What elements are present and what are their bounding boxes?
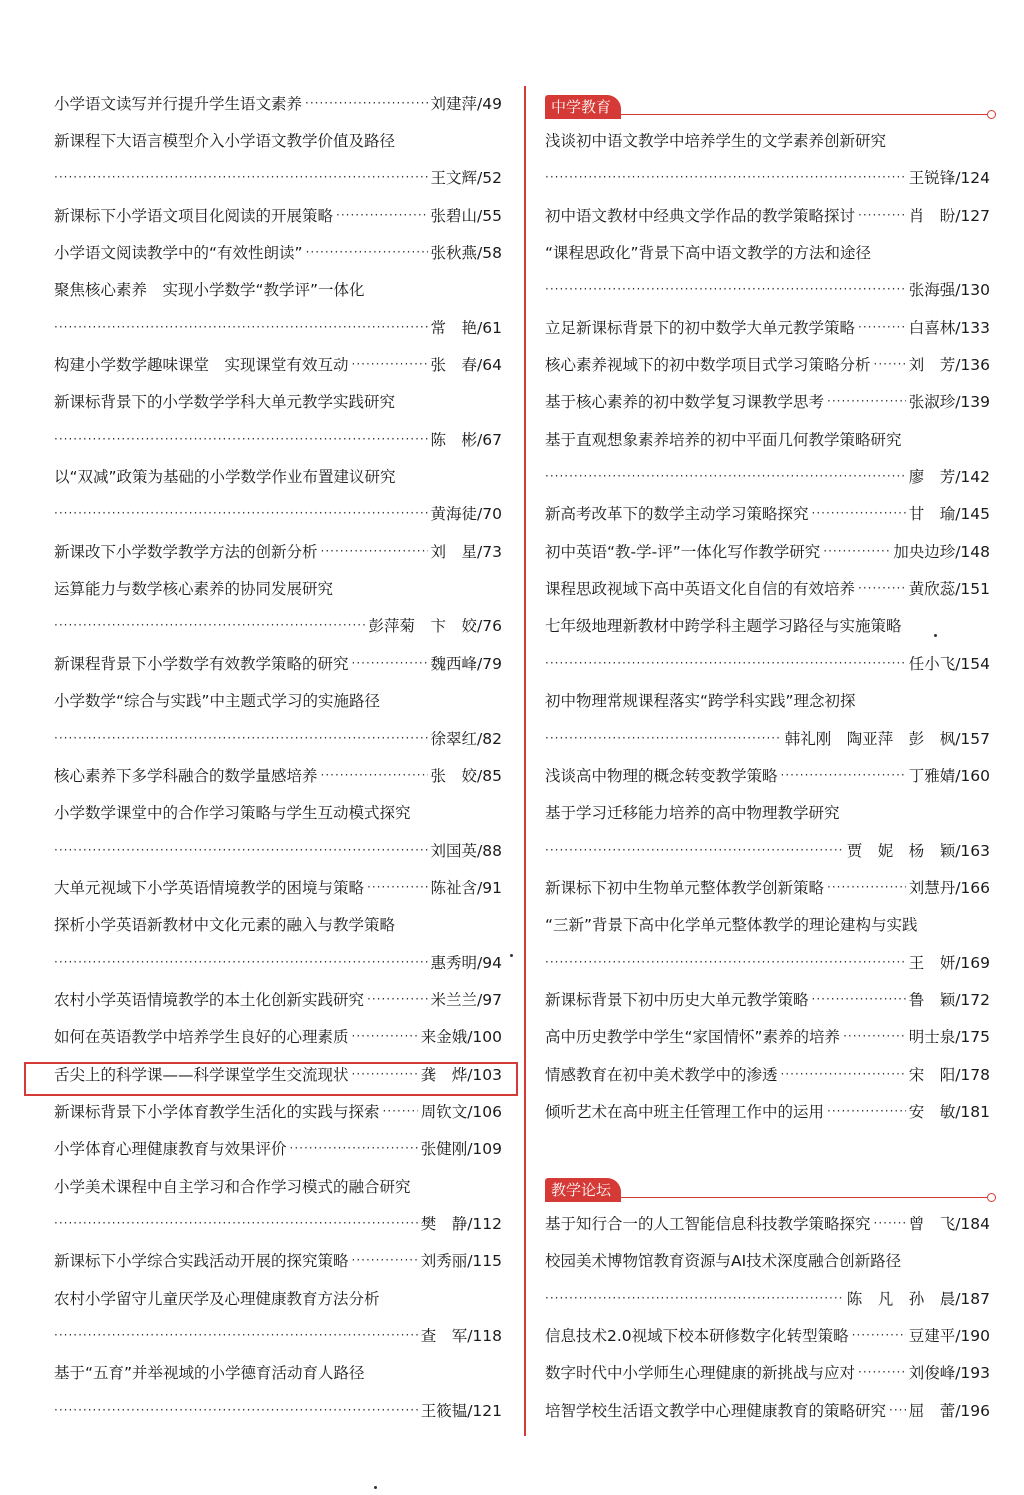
toc-entry[interactable]: [54, 271, 502, 308]
dot-leader: [545, 731, 782, 745]
toc-entry[interactable]: [545, 271, 990, 308]
entry-title: 农村小学留守儿童厌学及心理健康教育方法分析: [54, 1289, 380, 1308]
toc-entry[interactable]: [545, 794, 990, 831]
dot-leader: [545, 843, 844, 857]
entry-title: 数字时代中小学师生心理健康的新挑战与应对: [545, 1364, 856, 1383]
dot-leader: [54, 432, 428, 446]
toc-entry[interactable]: [545, 1391, 990, 1428]
dot-leader: [352, 1029, 418, 1043]
toc-entry[interactable]: [54, 1354, 502, 1391]
entry-author-page: 刘秀丽/115: [420, 1252, 502, 1271]
entry-author-page: 王文辉/52: [430, 169, 502, 188]
entry-title: 小学语文阅读教学中的“有效性朗读”: [54, 244, 303, 263]
entry-author-page: 任小飞/154: [908, 654, 990, 673]
section-header-forum: [545, 1167, 990, 1204]
entry-title: 小学语文读写并行提升学生语文素养: [54, 94, 303, 113]
dot-leader: [858, 1365, 906, 1379]
toc-entry[interactable]: [54, 1204, 502, 1241]
entry-title: 基于直观想象素养培养的初中平面几何教学策略研究: [545, 430, 902, 449]
toc-entry[interactable]: [545, 308, 990, 345]
entry-title: 舌尖上的科学课——科学课堂学生交流现状: [54, 1065, 349, 1084]
toc-entry[interactable]: [54, 569, 502, 606]
column-divider: [524, 86, 526, 1436]
entry-title: 新高考改革下的数学主动学习策略探究: [545, 505, 809, 524]
toc-entry[interactable]: [545, 1279, 990, 1316]
toc-entry[interactable]: [545, 532, 990, 569]
entry-author-page: 彭萍菊 卞 姣/76: [368, 617, 502, 636]
dot-leader: [812, 506, 906, 520]
toc-entry[interactable]: [54, 383, 502, 420]
entry-title: 新课程背景下小学数学有效教学策略的研究: [54, 654, 349, 673]
toc-entry[interactable]: [545, 868, 990, 905]
dot-leader: [545, 656, 906, 670]
entry-author-page: 张碧山/55: [430, 206, 502, 225]
section-spacer: [545, 1130, 990, 1167]
toc-entry[interactable]: [54, 196, 502, 233]
entry-title: 培智学校生活语文教学中心理健康教育的策略研究: [545, 1401, 887, 1420]
toc-entry[interactable]: [545, 1204, 990, 1241]
entry-title: 基于核心素养的初中数学复习课教学思考: [545, 393, 825, 412]
entry-title: 七年级地理新教材中跨学科主题学习路径与实施策略: [545, 617, 902, 636]
entry-author-page: 米兰兰/97: [430, 990, 502, 1009]
section-end-dot: [987, 1193, 996, 1202]
toc-entry[interactable]: [54, 84, 502, 121]
entry-author-page: 黄海徒/70: [430, 505, 502, 524]
toc-entry[interactable]: [545, 159, 990, 196]
entry-author-page: 刘 星/73: [430, 542, 502, 561]
entry-author-page: 廖 芳/142: [908, 468, 990, 487]
entry-author-page: 惠秀明/94: [430, 953, 502, 972]
entry-title: 浅谈高中物理的概念转变教学策略: [545, 766, 778, 785]
entry-author-page: 张 春/64: [430, 356, 502, 375]
entry-title: 农村小学英语情境教学的本土化创新实践研究: [54, 990, 365, 1009]
entry-author-page: 韩礼刚 陶亚萍 彭 枫/157: [784, 729, 990, 748]
toc-entry[interactable]: [54, 308, 502, 345]
dot-leader: [305, 96, 428, 110]
dot-leader: [54, 618, 366, 632]
toc-entry[interactable]: [54, 1130, 502, 1167]
entry-author-page: 刘 芳/136: [908, 356, 990, 375]
toc-entry[interactable]: [54, 1279, 502, 1316]
toc-entry[interactable]: [54, 532, 502, 569]
entry-title: “课程思政化”背景下高中语文教学的方法和途径: [545, 244, 872, 263]
entry-author-page: 徐翠红/82: [430, 729, 502, 748]
entry-author-page: 陈 凡 孙 晨/187: [846, 1289, 990, 1308]
entry-title: 立足新课标背景下的初中数学大单元教学策略: [545, 318, 856, 337]
toc-entry[interactable]: [54, 121, 502, 158]
entry-title: 基于知行合一的人工智能信息科技教学策略探究: [545, 1214, 871, 1233]
entry-title: 新课标背景下的小学数学学科大单元教学实践研究: [54, 393, 396, 412]
stray-dot: [374, 1486, 377, 1489]
toc-entry[interactable]: [54, 159, 502, 196]
dot-leader: [858, 581, 906, 595]
dot-leader: [336, 208, 428, 222]
entry-title: 新课标背景下小学体育教学生活化的实践与探索: [54, 1102, 380, 1121]
entry-title: 小学数学“综合与实践”中主题式学习的实施路径: [54, 692, 381, 711]
toc-entry[interactable]: [54, 457, 502, 494]
dot-leader: [54, 1403, 418, 1417]
dot-leader: [852, 1328, 906, 1342]
dot-leader: [54, 170, 428, 184]
toc-entry[interactable]: [54, 1167, 502, 1204]
toc-entry[interactable]: [545, 1092, 990, 1129]
middle-entries: [545, 121, 990, 1129]
entry-author-page: 张健刚/109: [420, 1140, 502, 1159]
entry-title: 小学数学课堂中的合作学习策略与学生互动模式探究: [54, 804, 411, 823]
entry-title: 高中历史教学中学生“家国情怀”素养的培养: [545, 1028, 841, 1047]
dot-leader: [290, 1141, 418, 1155]
entry-author-page: 常 艳/61: [430, 318, 502, 337]
entry-title: 基于“五育”并举视域的小学德育活动育人路径: [54, 1364, 365, 1383]
entry-author-page: 贾 妮 杨 颖/163: [846, 841, 990, 860]
toc-entry[interactable]: [545, 980, 990, 1017]
toc-entry[interactable]: [545, 644, 990, 681]
dot-leader: [874, 1216, 906, 1230]
entry-title: 以“双减”政策为基础的小学数学作业布置建议研究: [54, 468, 396, 487]
dot-leader: [306, 245, 428, 259]
entry-title: 浅谈初中语文教学中培养学生的文学素养创新研究: [545, 132, 887, 151]
entry-author-page: 刘慧丹/166: [908, 878, 990, 897]
entry-author-page: 张 姣/85: [430, 766, 502, 785]
dot-leader: [352, 357, 428, 371]
section-end-dot: [987, 110, 996, 119]
toc-entry[interactable]: [545, 457, 990, 494]
toc-entry[interactable]: [545, 569, 990, 606]
toc-entry[interactable]: [54, 644, 502, 681]
dot-leader: [812, 992, 906, 1006]
dot-leader: [54, 320, 428, 334]
entry-author-page: 陈 彬/67: [430, 430, 502, 449]
entry-author-page: 刘俊峰/193: [908, 1364, 990, 1383]
dot-leader: [874, 357, 906, 371]
dot-leader: [545, 955, 906, 969]
entry-author-page: 周钦文/106: [420, 1102, 502, 1121]
entry-author-page: 查 军/118: [420, 1327, 502, 1346]
dot-leader: [54, 955, 428, 969]
dot-leader: [545, 282, 906, 296]
dot-leader: [827, 394, 906, 408]
entry-author-page: 甘 瑜/145: [908, 505, 990, 524]
entry-author-page: 王 妍/169: [908, 953, 990, 972]
toc-entry[interactable]: [54, 831, 502, 868]
entry-title: 校园美术博物馆教育资源与AI技术深度融合创新路径: [545, 1252, 902, 1271]
dot-leader: [781, 1067, 906, 1081]
toc-entry[interactable]: [545, 1018, 990, 1055]
entry-author-page: 豆建平/190: [908, 1327, 990, 1346]
entry-title: 初中物理常规课程落实“跨学科实践”理念初探: [545, 692, 856, 711]
entry-title: 情感教育在初中美术教学中的渗透: [545, 1065, 778, 1084]
toc-entry[interactable]: [54, 868, 502, 905]
entry-title: 构建小学数学趣味课堂 实现课堂有效互动: [54, 356, 349, 375]
forum-entries: [545, 1204, 990, 1428]
entry-title: 核心素养下多学科融合的数学量感培养: [54, 766, 318, 785]
toc-entry[interactable]: [545, 345, 990, 382]
entry-title: 运算能力与数学核心素养的协同发展研究: [54, 580, 334, 599]
entry-author-page: 来金娥/100: [420, 1028, 502, 1047]
dot-leader: [781, 768, 906, 782]
dot-leader: [54, 731, 428, 745]
entry-author-page: 王锐锋/124: [908, 169, 990, 188]
entry-title: 初中语文教材中经典文学作品的教学策略探讨: [545, 206, 856, 225]
entry-author-page: 鲁 颖/172: [908, 990, 990, 1009]
section-header-middle: [545, 84, 990, 121]
toc-entry[interactable]: [545, 1242, 990, 1279]
entry-title: 新课改下小学数学教学方法的创新分析: [54, 542, 318, 561]
entry-title: 初中英语“教-学-评”一体化写作教学研究: [545, 542, 821, 561]
toc-entry[interactable]: [545, 420, 990, 457]
entry-author-page: 张淑珍/139: [908, 393, 990, 412]
toc-entry[interactable]: [54, 980, 502, 1017]
entry-author-page: 肖 盼/127: [908, 206, 990, 225]
entry-title: 倾听艺术在高中班主任管理工作中的运用: [545, 1102, 825, 1121]
entry-title: 新课标下初中生物单元整体教学创新策略: [545, 878, 825, 897]
section-title: 教学论坛: [545, 1178, 621, 1202]
toc-entry[interactable]: [545, 943, 990, 980]
entry-title: 新课程下大语言模型介入小学语文教学价值及路径: [54, 132, 396, 151]
entry-author-page: 刘国英/88: [430, 841, 502, 860]
dot-leader: [352, 1067, 418, 1081]
toc-entry[interactable]: [545, 756, 990, 793]
dot-leader: [54, 506, 428, 520]
entry-author-page: 黄欣蕊/151: [908, 580, 990, 599]
section-title: 中学教育: [545, 95, 621, 119]
dot-leader: [843, 1029, 906, 1043]
entry-title: 小学体育心理健康教育与效果评价: [54, 1140, 287, 1159]
entry-title: 新课标背景下初中历史大单元教学策略: [545, 990, 809, 1009]
entry-title: 探析小学英语新教材中文化元素的融入与教学策略: [54, 916, 396, 935]
entry-author-page: 樊 静/112: [420, 1214, 502, 1233]
stray-dot: [510, 954, 513, 957]
toc-entry[interactable]: [545, 1316, 990, 1353]
entry-title: “三新”背景下高中化学单元整体教学的理论建构与实践: [545, 916, 918, 935]
toc-entry[interactable]: [54, 233, 502, 270]
entry-author-page: 屈 蕾/196: [908, 1401, 990, 1420]
entry-author-page: 陈祉含/91: [430, 878, 502, 897]
dot-leader: [545, 469, 906, 483]
dot-leader: [889, 1403, 906, 1417]
entry-author-page: 安 敏/181: [908, 1102, 990, 1121]
dot-leader: [352, 1253, 418, 1267]
toc-entry[interactable]: [545, 682, 990, 719]
toc-entry[interactable]: [545, 1354, 990, 1391]
dot-leader: [858, 320, 906, 334]
dot-leader: [827, 880, 906, 894]
dot-leader: [545, 170, 906, 184]
entry-title: 新课标下小学语文项目化阅读的开展策略: [54, 206, 334, 225]
dot-leader: [367, 992, 428, 1006]
toc-entry[interactable]: [545, 831, 990, 868]
dot-leader: [827, 1104, 906, 1118]
toc-entry[interactable]: [545, 196, 990, 233]
entry-author-page: 王筱韫/121: [420, 1401, 502, 1420]
entry-author-page: 丁雅婧/160: [908, 766, 990, 785]
dot-leader: [545, 1291, 844, 1305]
toc-entry[interactable]: [54, 906, 502, 943]
entry-author-page: 明士泉/175: [908, 1028, 990, 1047]
toc-entry[interactable]: [54, 420, 502, 457]
entry-author-page: 曾 飞/184: [908, 1214, 990, 1233]
entry-title: 基于学习迁移能力培养的高中物理教学研究: [545, 804, 840, 823]
entry-author-page: 张海强/130: [908, 281, 990, 300]
dot-leader: [54, 1328, 418, 1342]
entry-title: 如何在英语教学中培养学生良好的心理素质: [54, 1028, 349, 1047]
entry-author-page: 魏西峰/79: [430, 654, 502, 673]
entry-author-page: 张秋燕/58: [430, 244, 502, 263]
dot-leader: [858, 208, 906, 222]
toc-entry[interactable]: [545, 906, 990, 943]
toc-entry[interactable]: [54, 1018, 502, 1055]
dot-leader: [321, 768, 428, 782]
entry-title: 小学美术课程中自主学习和合作学习模式的融合研究: [54, 1177, 411, 1196]
entry-title: 课程思政视域下高中英语文化自信的有效培养: [545, 580, 856, 599]
right-column: [545, 84, 990, 1428]
dot-leader: [54, 1216, 418, 1230]
dot-leader: [321, 544, 428, 558]
dot-leader: [54, 843, 428, 857]
toc-entry[interactable]: [545, 383, 990, 420]
toc-entry[interactable]: [54, 1092, 502, 1129]
toc-entry[interactable]: [545, 719, 990, 756]
entry-author-page: 宋 阳/178: [908, 1065, 990, 1084]
entry-title: 大单元视域下小学英语情境教学的困境与策略: [54, 878, 365, 897]
entry-title: 信息技术2.0视域下校本研修数字化转型策略: [545, 1327, 849, 1346]
dot-leader: [383, 1104, 418, 1118]
entry-title: 核心素养视域下的初中数学项目式学习策略分析: [545, 356, 871, 375]
toc-entry[interactable]: [54, 719, 502, 756]
left-column: [54, 84, 502, 1428]
toc-entry[interactable]: [54, 1242, 502, 1279]
dot-leader: [367, 880, 428, 894]
toc-entry[interactable]: [54, 794, 502, 831]
entry-author-page: 加央边珍/148: [893, 542, 990, 561]
toc-entry[interactable]: [545, 495, 990, 532]
toc-entry[interactable]: [545, 121, 990, 158]
entry-title: 聚焦核心素养 实现小学数学“教学评”一体化: [54, 281, 365, 300]
entry-title: 新课标下小学综合实践活动开展的探究策略: [54, 1252, 349, 1271]
toc-entry[interactable]: [545, 607, 990, 644]
toc-entry[interactable]: [54, 1391, 502, 1428]
entry-author-page: 白喜林/133: [908, 318, 990, 337]
toc-entry[interactable]: [54, 682, 502, 719]
dot-leader: [823, 544, 890, 558]
toc-entry[interactable]: [54, 345, 502, 382]
toc-entry[interactable]: [54, 1316, 502, 1353]
toc-entry[interactable]: [545, 1055, 990, 1092]
entry-author-page: 龚 烨/103: [420, 1065, 502, 1084]
toc-entry[interactable]: [54, 756, 502, 793]
entry-author-page: 刘建萍/49: [430, 94, 502, 113]
toc-entry[interactable]: [54, 943, 502, 980]
toc-entry[interactable]: [545, 233, 990, 270]
toc-entry[interactable]: [54, 1055, 502, 1092]
dot-leader: [352, 656, 428, 670]
toc-entry[interactable]: [54, 495, 502, 532]
toc-entry[interactable]: [54, 607, 502, 644]
